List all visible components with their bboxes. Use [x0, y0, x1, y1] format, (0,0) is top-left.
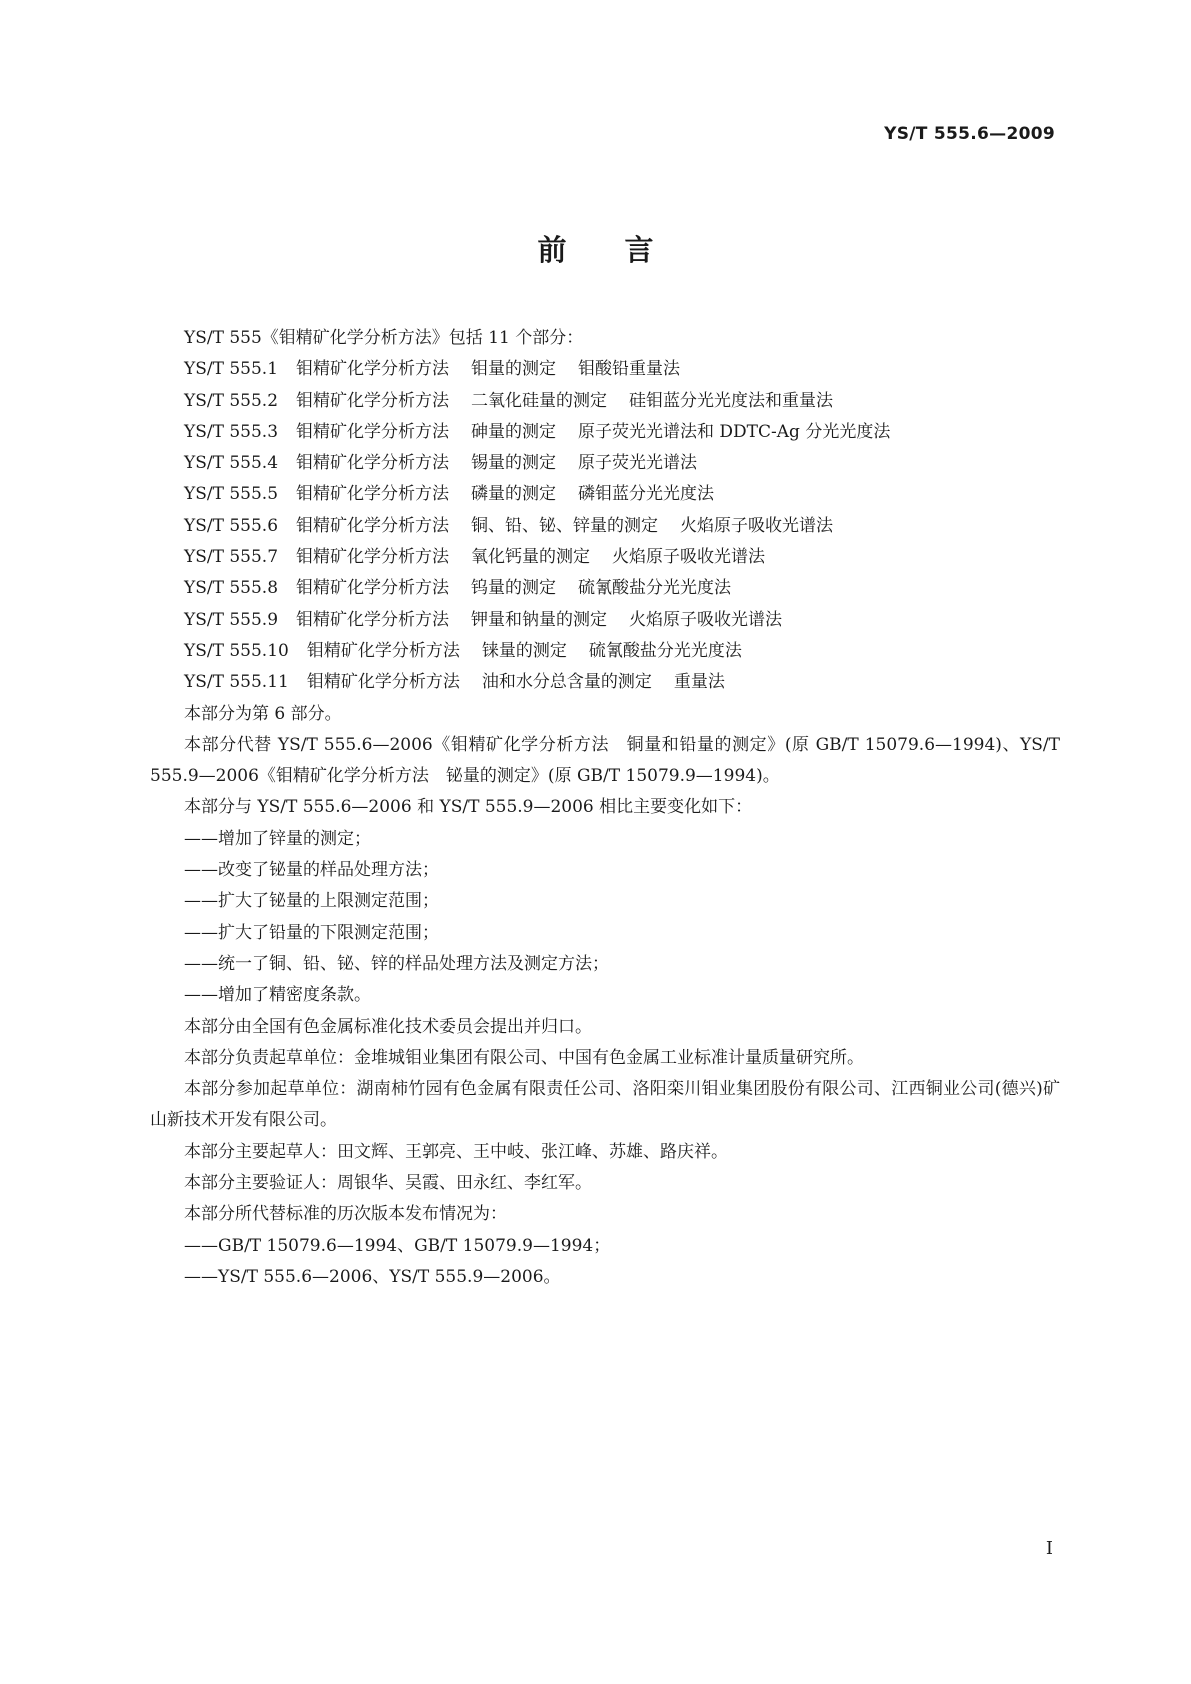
part-code: YS/T 555.3: [184, 421, 279, 442]
part-code: YS/T 555.4: [184, 453, 279, 474]
part-item-name: 氧化钙量的测定: [471, 547, 591, 568]
part-item-name: 钾量和钠量的测定: [471, 609, 608, 630]
history-list: [150, 1231, 1060, 1294]
part-item-name: 钨量的测定: [471, 578, 557, 599]
part-code: YS/T 555.2: [184, 390, 279, 411]
intro-paragraph: YS/T 555《钼精矿化学分析方法》包括 11 个部分：: [184, 328, 584, 348]
list-item: ——统一了铜、铅、铋、锌的样品处理方法及测定方法；: [184, 953, 609, 974]
part-item: [150, 448, 1060, 479]
part-method: 磷钼蓝分光光度法: [578, 484, 715, 505]
part-item: [150, 417, 1060, 448]
replaces-paragraph: 本部分代替 YS/T 555.6—2006《钼精矿化学分析方法 铜量和铅量的测定》(原 GB/T 15079.6—1994)、YS/T 555.9—2006《钼精矿化学分析方法 铋量的测定》(原 GB/T 15079.9—1994)。: [150, 734, 1060, 787]
list-item: ——扩大了铋量的上限测定范围；: [184, 891, 439, 912]
part-item-name: 砷量的测定: [471, 421, 557, 442]
part-method: 原子荧光光谱法: [578, 453, 698, 474]
part-item-name: 铜、铅、铋、锌量的测定: [471, 515, 659, 536]
part-item: [150, 386, 1060, 417]
part-code: YS/T 555.11: [184, 672, 289, 693]
list-item: ——YS/T 555.6—2006、YS/T 555.9—2006。: [184, 1266, 561, 1287]
verifiers: 本部分主要验证人：周银华、吴霞、田永红、李红军。: [184, 1173, 592, 1194]
changes-intro: 本部分与 YS/T 555.6—2006 和 YS/T 555.9—2006 相比主要变化如下：: [184, 797, 753, 818]
part-method: 硫氰酸盐分光光度法: [588, 640, 742, 661]
list-item: ——GB/T 15079.6—1994、GB/T 15079.9—1994；: [184, 1235, 611, 1256]
part-statement: 本部分为第 6 部分。: [184, 703, 342, 724]
part-item-name: 铼量的测定: [481, 640, 567, 661]
part-item: [150, 605, 1060, 636]
part-item: [150, 667, 1060, 698]
list-item: ——扩大了铅量的下限测定范围；: [184, 922, 439, 943]
standard-code: YS/T 555.6—2009: [884, 124, 1055, 144]
part-series: 钼精矿化学分析方法: [296, 609, 450, 630]
drafting-unit: 本部分负责起草单位：金堆城钼业集团有限公司、中国有色金属工业标准计量质量研究所。: [184, 1047, 864, 1068]
part-method: 硅钼蓝分光光度法和重量法: [629, 390, 834, 411]
parts-list: [150, 354, 1060, 698]
part-series: 钼精矿化学分析方法: [296, 484, 450, 505]
part-method: 火焰原子吸收光谱法: [612, 547, 766, 568]
part-item-name: 油和水分总含量的测定: [481, 672, 652, 693]
part-method: 重量法: [673, 672, 725, 693]
part-item: [150, 542, 1060, 573]
part-series: 钼精矿化学分析方法: [306, 672, 460, 693]
part-item-name: 二氧化硅量的测定: [471, 390, 608, 411]
part-method: 火焰原子吸收光谱法: [629, 609, 783, 630]
history-intro: 本部分所代替标准的历次版本发布情况为：: [184, 1204, 507, 1225]
part-code: YS/T 555.7: [184, 547, 279, 568]
part-series: 钼精矿化学分析方法: [296, 453, 450, 474]
part-item-name: 钼量的测定: [471, 359, 557, 380]
part-item: [150, 479, 1060, 510]
part-item: [150, 354, 1060, 385]
proposed-by: 本部分由全国有色金属标准化技术委员会提出并归口。: [184, 1016, 592, 1037]
list-item: ——改变了铋量的样品处理方法；: [184, 860, 439, 881]
participating-units: 本部分参加起草单位：湖南柿竹园有色金属有限责任公司、洛阳栾川钼业集团股份有限公司、江西铜业公司(德兴)矿山新技术开发有限公司。: [150, 1079, 1060, 1131]
part-series: 钼精矿化学分析方法: [296, 421, 450, 442]
part-method: 钼酸铅重量法: [578, 359, 681, 380]
part-item-name: 锡量的测定: [471, 453, 557, 474]
part-item: [150, 573, 1060, 604]
changes-list: [150, 824, 1060, 1012]
part-method: 火焰原子吸收光谱法: [680, 515, 834, 536]
part-series: 钼精矿化学分析方法: [296, 359, 450, 380]
part-series: 钼精矿化学分析方法: [296, 390, 450, 411]
part-code: YS/T 555.8: [184, 578, 279, 599]
part-code: YS/T 555.10: [184, 640, 289, 661]
part-item-name: 磷量的测定: [471, 484, 557, 505]
part-series: 钼精矿化学分析方法: [296, 515, 450, 536]
part-code: YS/T 555.1: [184, 359, 279, 380]
list-item: ——增加了精密度条款。: [184, 985, 371, 1006]
part-method: 硫氰酸盐分光光度法: [578, 578, 732, 599]
page-title: 前言: [537, 233, 712, 267]
drafters: 本部分主要起草人：田文辉、王郭亮、王中岐、张江峰、苏雄、路庆祥。: [184, 1141, 728, 1162]
part-item: [150, 636, 1060, 667]
part-method: 原子荧光光谱法和 DDTC-Ag 分光光度法: [578, 421, 891, 442]
page-number: I: [1045, 1538, 1053, 1559]
part-code: YS/T 555.6: [184, 515, 279, 536]
part-item: [150, 511, 1060, 542]
part-code: YS/T 555.5: [184, 484, 279, 505]
part-code: YS/T 555.9: [184, 609, 279, 630]
list-item: ——增加了锌量的测定；: [184, 828, 371, 849]
part-series: 钼精矿化学分析方法: [296, 547, 450, 568]
foreword-body: [150, 323, 1060, 1293]
part-series: 钼精矿化学分析方法: [296, 578, 450, 599]
part-series: 钼精矿化学分析方法: [306, 640, 460, 661]
